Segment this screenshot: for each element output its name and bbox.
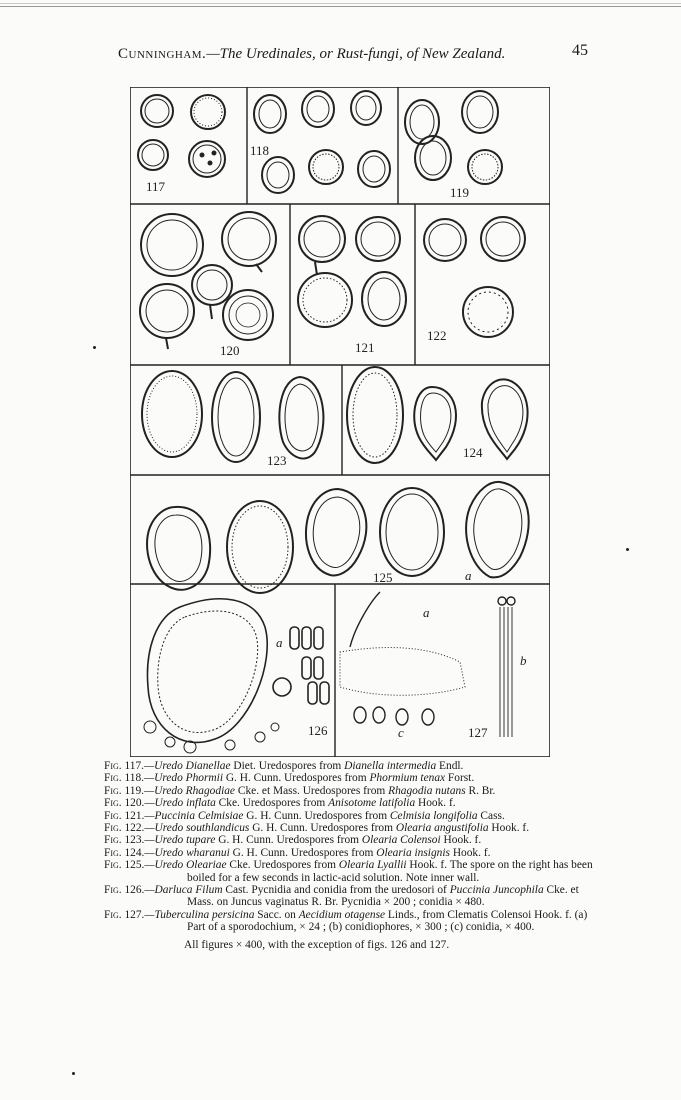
caption-127: Fig. 127.—Tuberculina persicina Sacc. on Aecidium otagense Linds., from Clematis Colensoi Hook. f. (a) Part of a sporodochium, × 24 ; (b) conidiophores, × 300 ; (c) conidia, × 400. [104, 908, 588, 934]
fig-number-125: 125 [373, 570, 393, 585]
caption-124: Fig. 124.—Uredo wharanui G. H. Cunn. Uredospores from Olearia insignis Hook. f. [104, 846, 491, 859]
fig123-spores [142, 371, 323, 462]
fig-number-117: 117 [146, 179, 166, 194]
fig121-spores [298, 216, 406, 327]
footer-note: All figures × 400, with the exception of figs. 126 and 127. [184, 938, 450, 951]
fig-number-121: 121 [355, 340, 375, 355]
fig126-cells [144, 721, 279, 753]
caption-119: Fig. 119.—Uredo Rhagodiae Cke. et Mass. Uredospores from Rhagodia nutans R. Br. [104, 784, 496, 797]
fig118-spores [254, 91, 390, 193]
figure-captions [104, 760, 594, 951]
fig117-spores [138, 95, 225, 177]
fig-number-124: 124 [463, 445, 483, 460]
fig-number-127: 127 [468, 725, 488, 740]
figure-plate [130, 87, 550, 757]
caption-120: Fig. 120.—Uredo inflata Cke. Uredospores from Anisotome latifolia Hook. f. [104, 797, 456, 810]
caption-117: Fig. 117.—Uredo Dianellae Diet. Uredospores from Dianella intermedia Endl. [104, 760, 464, 772]
fig126-letter-a: a [276, 635, 283, 650]
fig127-letter-c: c [398, 725, 404, 740]
caption-126: Fig. 126.—Darluca Filum Cast. Pycnidia and conidia from the uredosori of Puccinia Juncophila Cke. et Mass. on Juncus vaginatus R. Br. Pycnidia × 200 ; conidia × 480. [104, 884, 579, 909]
fig126-pycnidium [147, 599, 329, 743]
fig127-letter-a: a [423, 605, 430, 620]
caption-123: Fig. 123.—Uredo tupare G. H. Cunn. Uredospores from Olearia Colensoi Hook. f. [104, 834, 482, 847]
fig120-spores [140, 212, 276, 349]
fig125-letter-a: a [465, 568, 472, 583]
fig-number-120: 120 [220, 343, 240, 358]
figure-plate-drawing [130, 87, 550, 757]
running-header [118, 42, 588, 63]
fig119-spores [405, 91, 502, 184]
page-rule [0, 6, 681, 7]
fig127-letter-b: b [520, 653, 527, 668]
caption-118: Fig. 118.—Uredo Phormii G. H. Cunn. Uredospores from Phormium tenax Forst. [104, 772, 475, 785]
margin-speck [626, 548, 629, 551]
header-title: —The Uredinales, or Rust-fungi, of New Zealand. [206, 46, 506, 62]
fig124-spores [347, 367, 528, 463]
fig-number-122: 122 [427, 328, 447, 343]
page-number: 45 [572, 42, 588, 59]
fig-number-126: 126 [308, 723, 328, 738]
margin-speck [93, 346, 96, 349]
fig-number-123: 123 [267, 453, 287, 468]
caption-122: Fig. 122.—Uredo southlandicus G. H. Cunn. Uredospores from Olearia angustifolia Hook. f. [104, 822, 530, 835]
caption-125: Fig. 125.—Uredo Oleariae Cke. Uredospores from Olearia Lyallii Hook. f. The spore on the right has been boiled for a few seconds in lactic-acid solution. Note inner wall. [104, 859, 593, 884]
margin-speck [72, 1072, 75, 1075]
page-edge-line [0, 3, 681, 4]
fig-number-118: 118 [250, 143, 270, 158]
header-author: Cunningham. [118, 46, 207, 62]
caption-121: Fig. 121.—Puccinia Celmisiae G. H. Cunn. Uredospores from Celmisia longifolia Cass. [104, 809, 505, 822]
fig-number-119: 119 [450, 185, 470, 200]
fig122-spores [424, 217, 525, 337]
